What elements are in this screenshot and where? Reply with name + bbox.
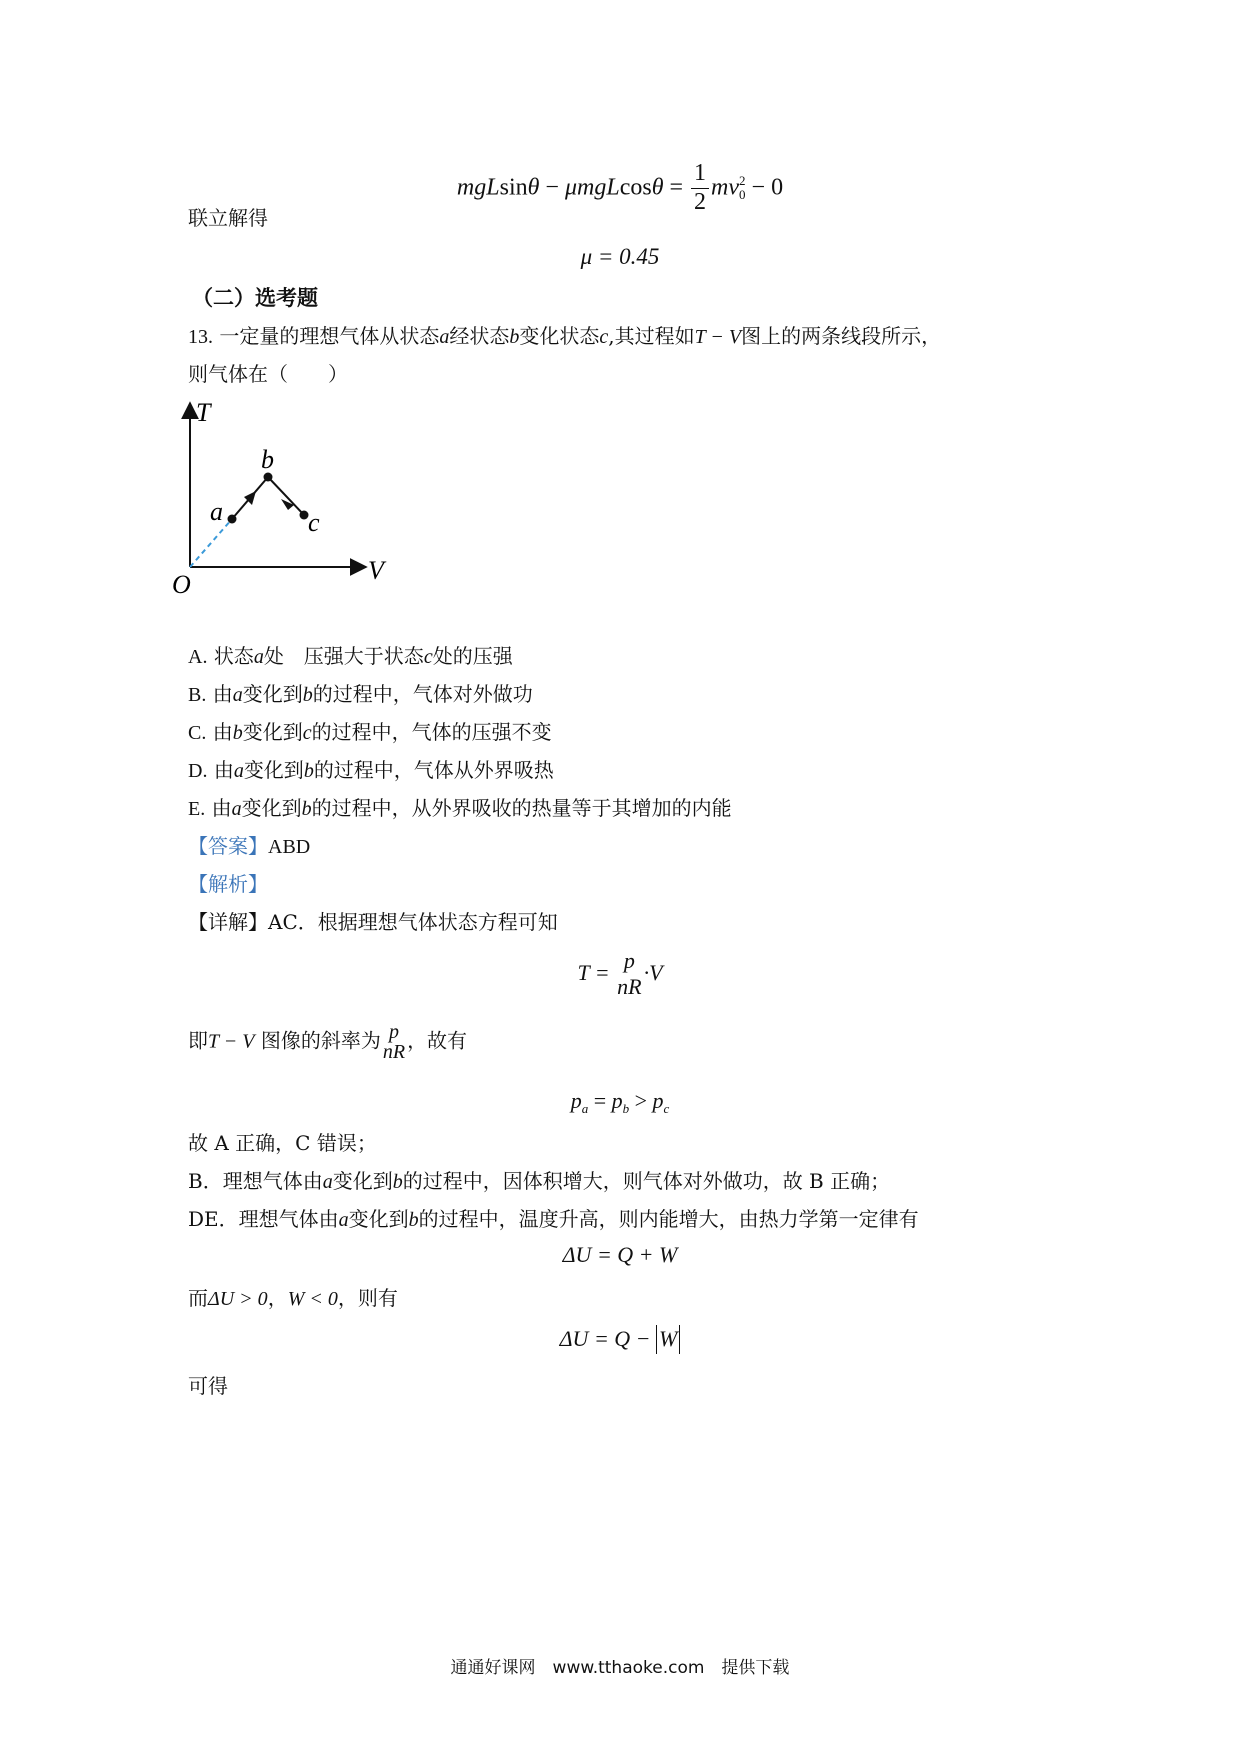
option-var: a [233, 760, 244, 782]
option-b [188, 684, 533, 705]
option-var: c [302, 722, 312, 744]
de-explanation [188, 1209, 919, 1230]
option-text: 由 [212, 682, 233, 706]
option-var: a [253, 646, 264, 668]
obtain-text: 可得 [188, 1374, 228, 1398]
option-var: b [232, 722, 243, 744]
option-c [188, 722, 552, 743]
since-text: 而 [188, 1286, 208, 1310]
analysis-tag: 【解析】 [188, 872, 268, 896]
question-text: 经状态 [449, 324, 510, 348]
b-text: 的过程中，因体积增大，则气体对外做功，故 B 正确； [402, 1169, 891, 1193]
option-text: 的过程中，气体对外做功 [312, 682, 533, 706]
dashed-extension [190, 519, 232, 567]
option-var: b [301, 798, 312, 820]
option-var: a [231, 798, 242, 820]
fraction-denominator: 2 [694, 188, 707, 215]
absolute-value [656, 1325, 680, 1354]
slope-text: 图像的斜率为 [260, 1028, 381, 1053]
var-a: a [439, 326, 450, 348]
segment-b-c [268, 477, 304, 515]
first-law: ΔU = Q + W [562, 1242, 678, 1267]
state-equation [0, 948, 1240, 1000]
option-text: 处 压强大于状态 [263, 644, 424, 668]
sub-c: c [663, 1101, 670, 1117]
option-letter: A. [188, 646, 208, 668]
var-a: a [338, 1209, 349, 1231]
mu-result: μ = 0.45 [580, 244, 660, 269]
detail-line [188, 912, 558, 932]
point-a-label: a [210, 497, 223, 526]
option-letter: E. [188, 798, 206, 820]
question-text: 图上的两条线段所示， [741, 324, 942, 348]
detail-text: AC．根据理想气体状态方程可知 [268, 910, 558, 934]
option-text: 变化到 [243, 758, 304, 782]
answer-value: ABD [268, 836, 311, 858]
equals-sign: = [588, 1088, 612, 1113]
first-law-equation [0, 1242, 1240, 1268]
option-text: 变化到 [241, 796, 302, 820]
option-text: 由 [212, 720, 233, 744]
since-text: ， [267, 1286, 288, 1310]
mu-result-equation [0, 244, 1240, 270]
b-text: 变化到 [332, 1169, 393, 1193]
option-var: b [303, 760, 314, 782]
option-text: 变化到 [242, 682, 303, 706]
eq-equals: = [663, 174, 690, 201]
fraction-denominator: nR [617, 974, 642, 999]
eq-sin: sin [499, 174, 528, 201]
section-heading: （二）选考题 [192, 286, 318, 310]
fraction-numerator: p [623, 948, 635, 973]
eq-minus: − [539, 174, 565, 201]
var-p: p [611, 1088, 623, 1113]
point-a [228, 515, 237, 524]
question-text: 一定量的理想气体从状态 [219, 324, 440, 348]
sub-b: b [622, 1101, 630, 1117]
var-p: p [652, 1088, 664, 1113]
eq-theta: θ [651, 174, 664, 201]
answer-tag: 【答案】 [188, 834, 268, 858]
slope-fraction [383, 1022, 405, 1062]
b-explanation [188, 1171, 890, 1192]
energy-equation [0, 160, 1240, 216]
tv-label: T − V [694, 326, 742, 348]
solve-together-text: 联立解得 [188, 206, 268, 230]
de-text: DE．理想气体由 [188, 1207, 339, 1231]
p-over-nr-fraction [617, 948, 641, 1000]
option-e [188, 798, 732, 819]
sub-a: a [581, 1101, 589, 1117]
pressure-relation [0, 1088, 1240, 1117]
du-condition: ΔU > 0 [208, 1288, 268, 1310]
arrow-b-c [281, 499, 294, 510]
option-text: 由 [213, 758, 234, 782]
axis-v-label: V [368, 556, 384, 585]
eq-term: mgL [577, 174, 620, 201]
option-d [188, 760, 554, 781]
option-text: 变化到 [242, 720, 303, 744]
option-var: a [232, 684, 243, 706]
eq-theta: θ [527, 174, 540, 201]
option-a [188, 646, 513, 667]
option-letter: C. [188, 722, 207, 744]
option-text: 处的压强 [432, 644, 513, 668]
slope-text: ，故有 [407, 1028, 468, 1053]
var-a: a [322, 1171, 333, 1193]
fraction-numerator: p [388, 1021, 399, 1043]
question-line-1 [188, 326, 941, 347]
question-number: 13. [188, 326, 213, 348]
point-b-label: b [261, 445, 274, 474]
de-text: 的过程中，温度升高，则内能增大，由热力学第一定律有 [418, 1207, 919, 1231]
eq-tail: − 0 [745, 174, 784, 201]
option-var: b [302, 684, 313, 706]
option-letter: D. [188, 760, 208, 782]
slope-text: 即 [188, 1028, 208, 1053]
answer-line [188, 836, 310, 857]
eq-mu: μ [564, 174, 578, 201]
axis-t-label: T [196, 398, 211, 427]
tv-diagram [168, 395, 428, 625]
first-law-abs-lhs: ΔU = Q − [559, 1326, 657, 1351]
eq-term: mgL [456, 174, 500, 201]
w-condition: W < 0 [287, 1288, 338, 1310]
option-letter: B. [188, 684, 207, 706]
option-text: 状态 [213, 644, 254, 668]
state-eq-rhs: ·V [643, 960, 663, 985]
option-text: 由 [211, 796, 232, 820]
subscript: 0 [739, 187, 746, 203]
first-law-abs-equation [0, 1326, 1240, 1352]
conclusion-ac: 故 A 正确，C 错误； [188, 1131, 377, 1155]
var-w: W [659, 1326, 678, 1351]
var-b: b [509, 326, 520, 348]
var-b: b [408, 1209, 419, 1231]
superscript: 2 [739, 172, 746, 188]
point-c-label: c [308, 508, 320, 537]
since-line [188, 1288, 398, 1309]
b-text: B．理想气体由 [188, 1169, 323, 1193]
question-text: 变化状态 [519, 324, 600, 348]
question-text: ,其过程如 [608, 324, 695, 348]
eq-mv: mv [711, 174, 740, 201]
state-eq-lhs: T = [577, 960, 616, 985]
fraction-denominator: nR [382, 1041, 406, 1063]
half-fraction [691, 160, 709, 216]
option-text: 的过程中，气体从外界吸热 [313, 758, 554, 782]
origin-label: O [172, 570, 191, 599]
var-c: c [599, 326, 609, 348]
question-line-2: 则气体在（ ） [188, 362, 348, 386]
var-b: b [392, 1171, 403, 1193]
eq-cos: cos [619, 174, 652, 201]
slope-line [188, 1022, 467, 1062]
option-text: 的过程中，气体的压强不变 [311, 720, 552, 744]
greater-than-sign: > [629, 1088, 653, 1113]
option-var: c [423, 646, 433, 668]
tv-label: T − V [208, 1030, 255, 1053]
de-text: 变化到 [348, 1207, 409, 1231]
detail-tag: 【详解】 [188, 910, 268, 934]
fraction-numerator: 1 [691, 160, 709, 189]
page-footer: 通通好课网 www.tthaoke.com 提供下载 [450, 1658, 790, 1678]
since-text: ，则有 [337, 1286, 398, 1310]
var-p: p [570, 1088, 582, 1113]
option-text: 的过程中，从外界吸收的热量等于其增加的内能 [311, 796, 732, 820]
